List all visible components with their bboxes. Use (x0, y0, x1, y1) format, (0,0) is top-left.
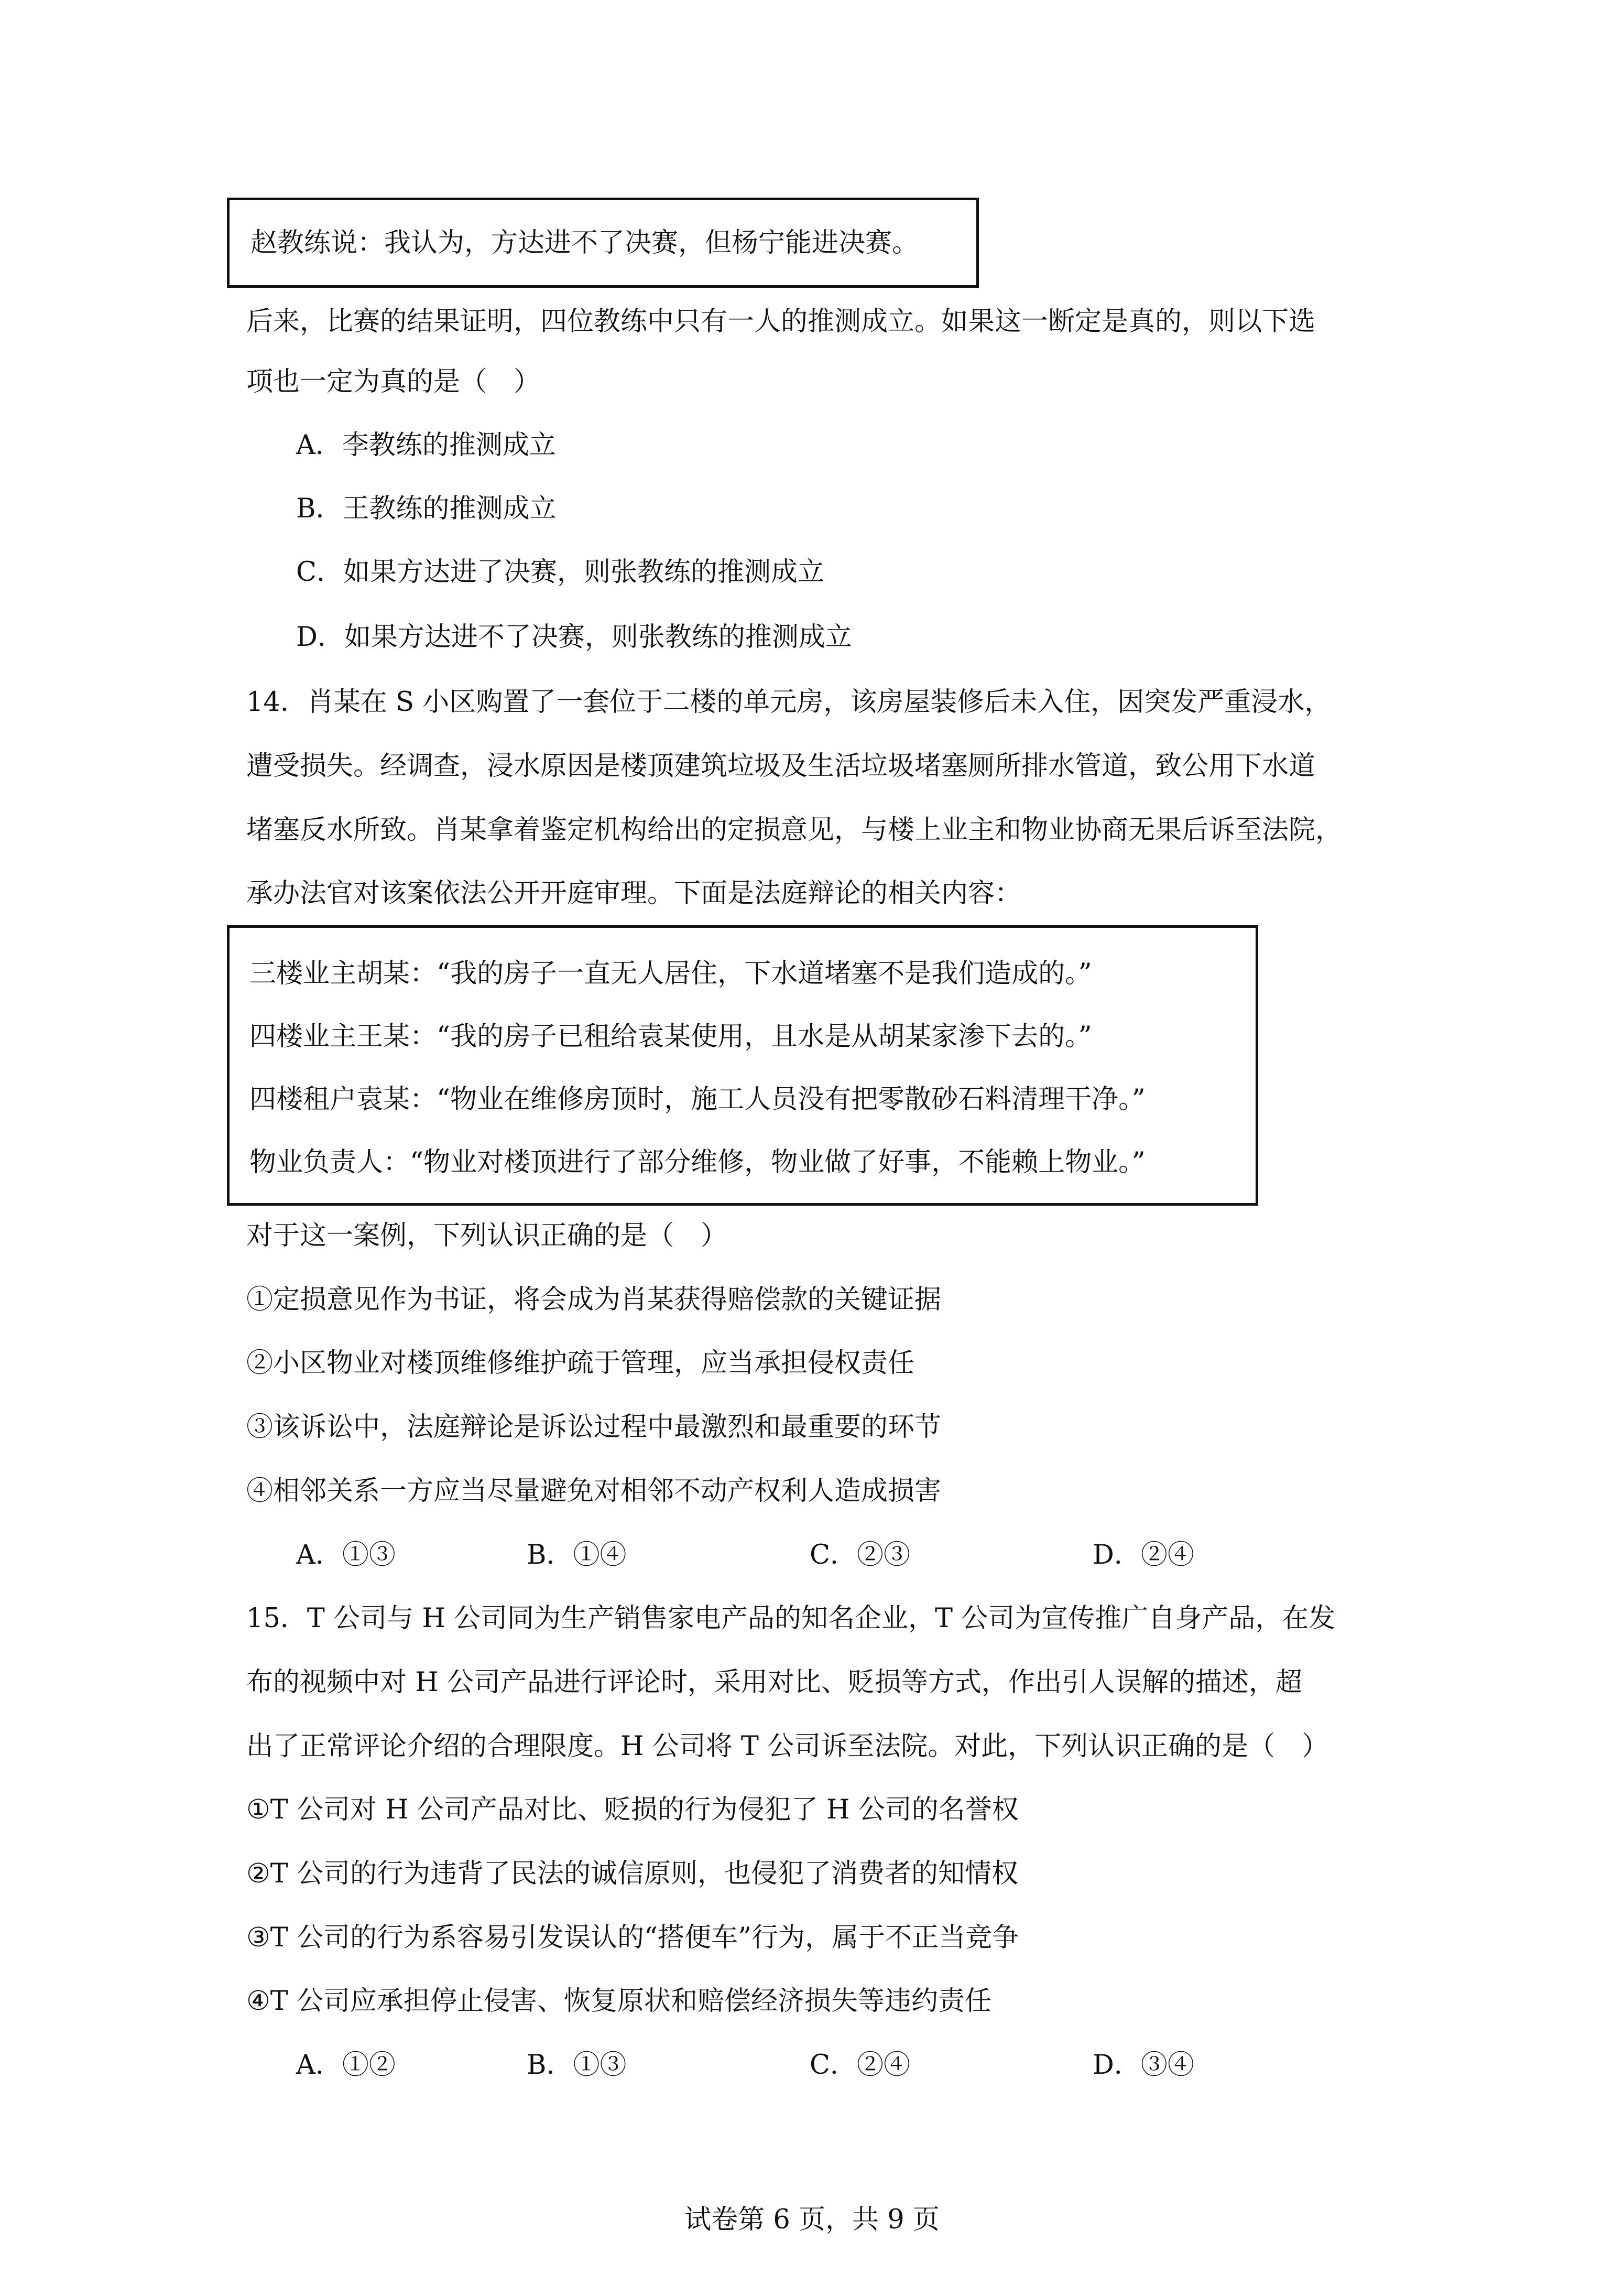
q13-option-d: D．如果方达进不了决赛，则张教练的推测成立 (296, 622, 852, 653)
q15-choice-a: A．①② (296, 2050, 396, 2081)
q13-stem-line-2: 项也一定为真的是（ ） (246, 366, 541, 397)
q15-stem-line-2: 布的视频中对 H 公司产品进行评论时，采用对比、贬损等方式，作出引人误解的描述，超 (246, 1667, 1302, 1698)
q14-statement-2: ②小区物业对楼顶维修维护疏于管理，应当承担侵权责任 (246, 1348, 915, 1379)
q15-statement-1: ①T 公司对 H 公司产品对比、贬损的行为侵犯了 H 公司的名誉权 (246, 1794, 1019, 1825)
debate-line-wang: 四楼业主王某：“我的房子已租给袁某使用，且水是从胡某家渗下去的。” (249, 1021, 1092, 1052)
q14-stem-line-2: 遭受损失。经调查，浸水原因是楼顶建筑垃圾及生活垃圾堵塞厕所排水管道，致公用下水道 (246, 751, 1316, 782)
quote-box-zhao (227, 198, 979, 288)
q13-option-b: B．王教练的推测成立 (296, 493, 557, 524)
debate-line-property: 物业负责人：“物业对楼顶进行了部分维修，物业做了好事，不能赖上物业。” (249, 1147, 1146, 1178)
q14-statement-4: ④相邻关系一方应当尽量避免对相邻不动产权利人造成损害 (246, 1476, 942, 1507)
q15-statement-4: ④T 公司应承担停止侵害、恢复原状和赔偿经济损失等违约责任 (246, 1986, 991, 2017)
q14-choice-b: B．①④ (527, 1540, 627, 1571)
q13-stem-line-1: 后来，比赛的结果证明，四位教练中只有一人的推测成立。如果这一断定是真的，则以下选 (246, 306, 1316, 337)
q15-stem-line-1: 15．T 公司与 H 公司同为生产销售家电产品的知名企业，T 公司为宣传推广自身产品，在发 (246, 1603, 1336, 1634)
q15-choice-d: D．③④ (1093, 2050, 1194, 2081)
q15-choice-b: B．①③ (527, 2050, 627, 2081)
q14-statement-1: ①定损意见作为书证，将会成为肖某获得赔偿款的关键证据 (246, 1284, 942, 1315)
q15-stem-line-3: 出了正常评论介绍的合理限度。H 公司将 T 公司诉至法院。对此，下列认识正确的是（ ） (246, 1731, 1329, 1762)
q14-stem-line-4: 承办法官对该案依法公开开庭审理。下面是法庭辩论的相关内容： (246, 878, 1022, 909)
q14-choice-d: D．②④ (1093, 1540, 1194, 1571)
court-debate-box (227, 925, 1258, 1206)
q14-statement-3: ③该诉讼中，法庭辩论是诉讼过程中最激烈和最重要的环节 (246, 1412, 942, 1443)
q15-statement-3: ③T 公司的行为系容易引发误认的“搭便车”行为，属于不正当竞争 (246, 1922, 1019, 1953)
q13-option-c: C．如果方达进了决赛，则张教练的推测成立 (296, 557, 825, 588)
q14-stem-line-1: 14．肖某在 S 小区购置了一套位于二楼的单元房，该房屋装修后未入住，因突发严重浸水， (246, 687, 1332, 718)
q14-choice-a: A．①③ (296, 1540, 396, 1571)
q14-stem-line-3: 堵塞反水所致。肖某拿着鉴定机构给出的定损意见，与楼上业主和物业协商无果后诉至法院， (246, 815, 1343, 846)
debate-line-hu: 三楼业主胡某：“我的房子一直无人居住，下水道堵塞不是我们造成的。” (249, 958, 1092, 989)
q15-choice-c: C．②④ (810, 2050, 911, 2081)
debate-line-yuan: 四楼租户袁某：“物业在维修房顶时，施工人员没有把零散砂石料清理干净。” (249, 1084, 1146, 1115)
page-footer: 试卷第 6 页，共 9 页 (684, 2204, 940, 2235)
q13-option-a: A．李教练的推测成立 (296, 430, 556, 461)
q15-statement-2: ②T 公司的行为违背了民法的诚信原则，也侵犯了消费者的知情权 (246, 1858, 1018, 1889)
quote-text: 赵教练说：我认为，方达进不了决赛，但杨宁能进决赛。 (250, 228, 919, 258)
q14-question: 对于这一案例，下列认识正确的是（ ） (246, 1220, 728, 1251)
q14-choice-c: C．②③ (810, 1540, 911, 1571)
